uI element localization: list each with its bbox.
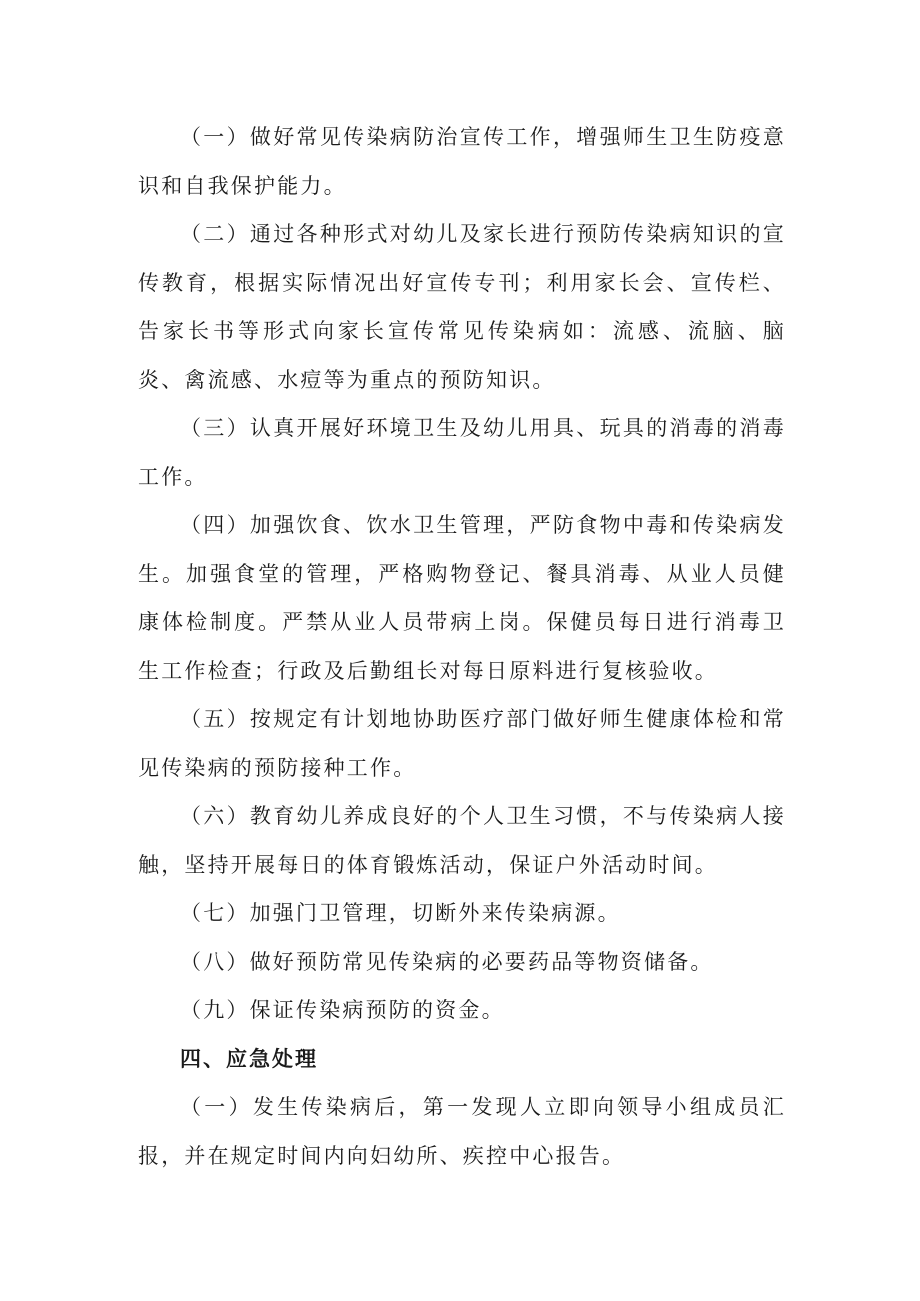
paragraph-2: （二）通过各种形式对幼儿及家长进行预防传染病知识的宣传教育，根据实际情况出好宣传专刊；利用家长会、宣传栏、告家长书等形式向家长宣传常见传染病如：流感、流脑、脑炎、禽流感、水痘等为重点的预防知识。 [138,222,786,392]
paragraph-7: （七）加强门卫管理，切断外来传染病源。 [180,901,621,925]
paragraph-9: （九）保证传染病预防的资金。 [180,998,505,1022]
paragraph-6: （六）教育幼儿养成良好的个人卫生习惯，不与传染病人接触，坚持开展每日的体育锻炼活动，保证户外活动时间。 [138,804,786,877]
paragraph-3: （三）认真开展好环境卫生及幼儿用具、玩具的消毒的消毒工作。 [138,416,786,489]
section-paragraph-1: （一）发生传染病后，第一发现人立即向领导小组成员汇报，并在规定时间内向妇幼所、疾控中心报告。 [138,1095,786,1168]
paragraph-4: （四）加强饮食、饮水卫生管理，严防食物中毒和传染病发生。加强食堂的管理，严格购物登记、餐具消毒、从业人员健康体检制度。严禁从业人员带病上岗。保健员每日进行消毒卫生工作检查；行政及后勤组长对每日原料进行复核验收。 [138,513,786,683]
paragraph-8: （八）做好预防常见传染病的必要药品等物资储备。 [180,949,714,974]
paragraph-1: （一）做好常见传染病防治宣传工作，增强师生卫生防疫意识和自我保护能力。 [138,125,786,198]
paragraph-5: （五）按规定有计划地协助医疗部门做好师生健康体检和常见传染病的预防接种工作。 [138,707,786,780]
document-body [138,113,786,1180]
section-heading: 四、应急处理 [180,1046,318,1071]
